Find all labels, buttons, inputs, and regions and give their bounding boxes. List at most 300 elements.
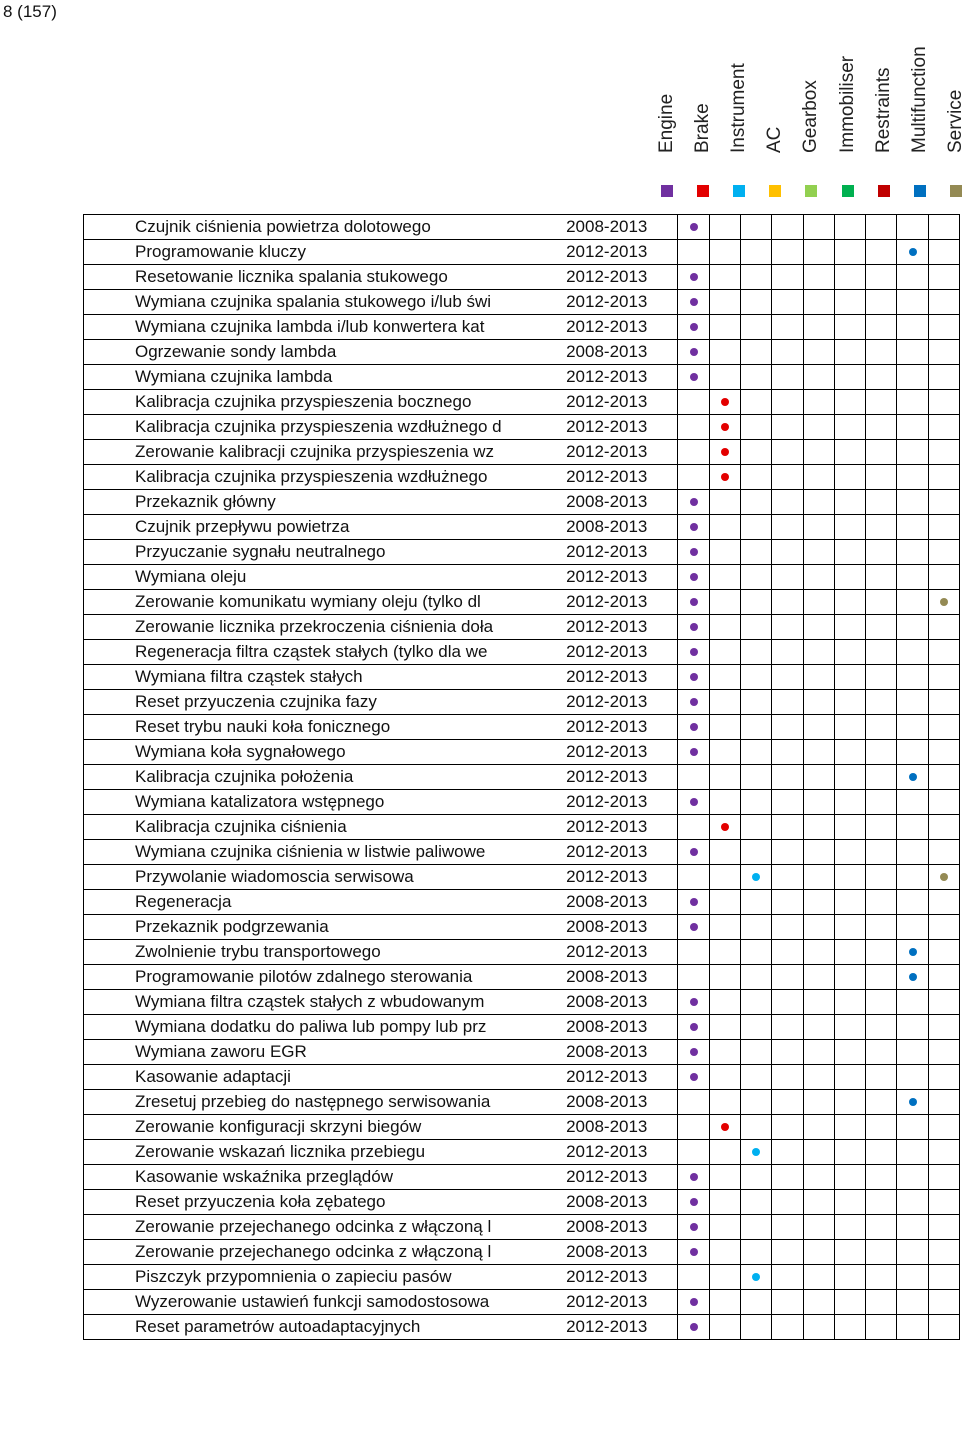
cell-engine: [678, 840, 709, 865]
cell-restraints: [866, 590, 897, 615]
cell-ac: [772, 840, 803, 865]
cell-ac: [772, 665, 803, 690]
table-row: [84, 540, 960, 565]
cell-brake: [709, 1315, 740, 1340]
function-name: Kalibracja czujnika przyspieszenia wzdłużnego: [135, 467, 488, 486]
cell-instrument: [740, 415, 771, 440]
cell-engine: [678, 415, 709, 440]
cell-gearbox: [803, 215, 834, 240]
table-row: [84, 390, 960, 415]
cell-instrument: [740, 965, 771, 990]
cell-multifunction: [897, 965, 928, 990]
year-range: 2012-2013: [566, 290, 678, 315]
cell-brake: [709, 290, 740, 315]
cell-instrument: [740, 290, 771, 315]
table-row: [84, 740, 960, 765]
support-dot: [690, 348, 698, 356]
cell-multifunction: [897, 365, 928, 390]
year-range: 2012-2013: [566, 690, 678, 715]
cell-ac: [772, 290, 803, 315]
year-range: 2008-2013: [566, 1015, 678, 1040]
year-range: 2012-2013: [566, 315, 678, 340]
cell-restraints: [866, 1090, 897, 1115]
cell-service: [928, 765, 959, 790]
cell-immobiliser: [834, 1115, 865, 1140]
cell-restraints: [866, 765, 897, 790]
cell-restraints: [866, 690, 897, 715]
cell-service: [928, 715, 959, 740]
cell-engine: [678, 1040, 709, 1065]
support-dot: [690, 1048, 698, 1056]
cell-service: [928, 1290, 959, 1315]
cell-ac: [772, 240, 803, 265]
table-row: [84, 990, 960, 1015]
cell-engine: [678, 1115, 709, 1140]
cell-multifunction: [897, 665, 928, 690]
cell-instrument: [740, 1040, 771, 1065]
year-range: 2012-2013: [566, 590, 678, 615]
function-name-cell: [84, 1290, 567, 1315]
cell-gearbox: [803, 440, 834, 465]
cell-gearbox: [803, 715, 834, 740]
legend-swatch: [697, 185, 709, 197]
column-label: Multifunction: [908, 46, 930, 153]
cell-gearbox: [803, 690, 834, 715]
cell-ac: [772, 415, 803, 440]
cell-instrument: [740, 565, 771, 590]
cell-multifunction: [897, 1190, 928, 1215]
table-row: [84, 240, 960, 265]
cell-ac: [772, 740, 803, 765]
function-name: Wymiana filtra cząstek stałych z wbudowanym: [135, 992, 485, 1011]
cell-instrument: [740, 865, 771, 890]
cell-engine: [678, 265, 709, 290]
cell-immobiliser: [834, 1090, 865, 1115]
cell-engine: [678, 540, 709, 565]
legend-swatch: [661, 185, 673, 197]
cell-immobiliser: [834, 290, 865, 315]
cell-gearbox: [803, 390, 834, 415]
cell-immobiliser: [834, 490, 865, 515]
year-range: 2012-2013: [566, 715, 678, 740]
cell-service: [928, 890, 959, 915]
cell-immobiliser: [834, 265, 865, 290]
cell-service: [928, 840, 959, 865]
table-row: [84, 315, 960, 340]
support-dot: [690, 273, 698, 281]
cell-restraints: [866, 665, 897, 690]
cell-restraints: [866, 1065, 897, 1090]
cell-gearbox: [803, 740, 834, 765]
cell-immobiliser: [834, 865, 865, 890]
cell-multifunction: [897, 1265, 928, 1290]
table-row: [84, 915, 960, 940]
year-range: 2012-2013: [566, 265, 678, 290]
function-name: Zerowanie wskazań licznika przebiegu: [135, 1142, 426, 1161]
cell-brake: [709, 915, 740, 940]
support-dot: [690, 1073, 698, 1081]
cell-instrument: [740, 265, 771, 290]
cell-service: [928, 815, 959, 840]
function-name: Czujnik ciśnienia powietrza dolotowego: [135, 217, 431, 236]
cell-engine: [678, 315, 709, 340]
cell-restraints: [866, 540, 897, 565]
cell-engine: [678, 815, 709, 840]
cell-engine: [678, 440, 709, 465]
cell-brake: [709, 1290, 740, 1315]
cell-gearbox: [803, 865, 834, 890]
cell-brake: [709, 690, 740, 715]
cell-gearbox: [803, 1115, 834, 1140]
cell-engine: [678, 965, 709, 990]
cell-engine: [678, 565, 709, 590]
table-row: [84, 565, 960, 590]
cell-brake: [709, 1015, 740, 1040]
cell-restraints: [866, 515, 897, 540]
cell-brake: [709, 965, 740, 990]
cell-brake: [709, 765, 740, 790]
cell-ac: [772, 1090, 803, 1115]
table-row: [84, 840, 960, 865]
cell-gearbox: [803, 990, 834, 1015]
cell-engine: [678, 790, 709, 815]
cell-immobiliser: [834, 715, 865, 740]
cell-restraints: [866, 840, 897, 865]
year-range: 2012-2013: [566, 615, 678, 640]
cell-instrument: [740, 790, 771, 815]
cell-restraints: [866, 240, 897, 265]
cell-ac: [772, 965, 803, 990]
cell-multifunction: [897, 290, 928, 315]
cell-instrument: [740, 990, 771, 1015]
function-name-cell: [84, 865, 567, 890]
cell-instrument: [740, 665, 771, 690]
support-dot: [690, 1198, 698, 1206]
column-label: Gearbox: [800, 80, 822, 153]
cell-brake: [709, 1240, 740, 1265]
function-name-cell: [84, 815, 567, 840]
cell-ac: [772, 940, 803, 965]
page-number: 8 (157): [3, 2, 57, 21]
year-range: 2012-2013: [566, 565, 678, 590]
cell-service: [928, 415, 959, 440]
cell-instrument: [740, 840, 771, 865]
cell-multifunction: [897, 265, 928, 290]
support-dot: [690, 798, 698, 806]
cell-engine: [678, 215, 709, 240]
cell-multifunction: [897, 1315, 928, 1340]
support-dot: [909, 973, 917, 981]
table-row: [84, 415, 960, 440]
cell-multifunction: [897, 515, 928, 540]
year-range: 2012-2013: [566, 365, 678, 390]
table-row: [84, 1315, 960, 1340]
table-row: [84, 790, 960, 815]
cell-gearbox: [803, 265, 834, 290]
cell-brake: [709, 1040, 740, 1065]
cell-gearbox: [803, 665, 834, 690]
cell-ac: [772, 615, 803, 640]
cell-restraints: [866, 815, 897, 840]
cell-multifunction: [897, 840, 928, 865]
cell-restraints: [866, 715, 897, 740]
function-name-cell: [84, 415, 567, 440]
cell-immobiliser: [834, 665, 865, 690]
function-name: Kalibracja czujnika przyspieszenia wzdłużnego d: [135, 417, 502, 436]
cell-instrument: [740, 1065, 771, 1090]
function-name: Regeneracja filtra cząstek stałych (tylko dla we: [135, 642, 488, 661]
cell-multifunction: [897, 415, 928, 440]
cell-engine: [678, 1290, 709, 1315]
function-name-cell: [84, 315, 567, 340]
cell-gearbox: [803, 1265, 834, 1290]
cell-service: [928, 1215, 959, 1240]
year-range: 2012-2013: [566, 1065, 678, 1090]
cell-ac: [772, 365, 803, 390]
cell-engine: [678, 665, 709, 690]
cell-ac: [772, 1315, 803, 1340]
function-name-cell: [84, 490, 567, 515]
support-dot: [690, 848, 698, 856]
support-dot: [909, 948, 917, 956]
support-dot: [721, 473, 729, 481]
function-name: Wymiana katalizatora wstępnego: [135, 792, 385, 811]
cell-gearbox: [803, 1315, 834, 1340]
support-dot: [690, 748, 698, 756]
cell-immobiliser: [834, 1165, 865, 1190]
cell-multifunction: [897, 440, 928, 465]
column-label: Immobiliser: [836, 55, 858, 153]
cell-brake: [709, 865, 740, 890]
cell-multifunction: [897, 490, 928, 515]
year-range: 2012-2013: [566, 865, 678, 890]
cell-instrument: [740, 540, 771, 565]
cell-engine: [678, 765, 709, 790]
cell-service: [928, 515, 959, 540]
cell-immobiliser: [834, 790, 865, 815]
function-name-cell: [84, 365, 567, 390]
support-dot: [752, 1148, 760, 1156]
function-name: Zresetuj przebieg do następnego serwisowania: [135, 1092, 491, 1111]
year-range: 2012-2013: [566, 415, 678, 440]
table-row: [84, 1215, 960, 1240]
year-range: 2008-2013: [566, 1115, 678, 1140]
cell-instrument: [740, 590, 771, 615]
cell-ac: [772, 590, 803, 615]
cell-restraints: [866, 890, 897, 915]
function-name-cell: [84, 640, 567, 665]
cell-brake: [709, 740, 740, 765]
legend-swatch: [805, 185, 817, 197]
function-name-cell: [84, 790, 567, 815]
cell-restraints: [866, 490, 897, 515]
cell-multifunction: [897, 390, 928, 415]
support-dot: [690, 323, 698, 331]
cell-engine: [678, 1140, 709, 1165]
cell-immobiliser: [834, 1015, 865, 1040]
cell-immobiliser: [834, 740, 865, 765]
table-row: [84, 1065, 960, 1090]
cell-ac: [772, 265, 803, 290]
function-name: Reset parametrów autoadaptacyjnych: [135, 1317, 421, 1336]
cell-gearbox: [803, 1215, 834, 1240]
cell-multifunction: [897, 640, 928, 665]
cell-instrument: [740, 1265, 771, 1290]
cell-ac: [772, 515, 803, 540]
cell-multifunction: [897, 590, 928, 615]
cell-brake: [709, 540, 740, 565]
column-header-engine: [649, 0, 685, 205]
cell-service: [928, 215, 959, 240]
function-name: Zerowanie licznika przekroczenia ciśnienia doła: [135, 617, 494, 636]
support-dot: [690, 548, 698, 556]
cell-brake: [709, 365, 740, 390]
function-name-cell: [84, 1265, 567, 1290]
cell-engine: [678, 915, 709, 940]
function-name-cell: [84, 1215, 567, 1240]
legend-swatch: [842, 185, 854, 197]
support-dot: [940, 873, 948, 881]
cell-engine: [678, 940, 709, 965]
table-row: [84, 590, 960, 615]
function-name-cell: [84, 1315, 567, 1340]
cell-restraints: [866, 315, 897, 340]
cell-immobiliser: [834, 440, 865, 465]
cell-restraints: [866, 1290, 897, 1315]
cell-ac: [772, 715, 803, 740]
year-range: 2008-2013: [566, 1090, 678, 1115]
cell-instrument: [740, 315, 771, 340]
function-name-cell: [84, 215, 567, 240]
cell-service: [928, 490, 959, 515]
function-name-cell: [84, 615, 567, 640]
cell-restraints: [866, 915, 897, 940]
table-row: [84, 290, 960, 315]
column-label: Restraints: [872, 67, 894, 153]
cell-service: [928, 690, 959, 715]
cell-restraints: [866, 1240, 897, 1265]
function-name-cell: [84, 1015, 567, 1040]
cell-immobiliser: [834, 365, 865, 390]
year-range: 2008-2013: [566, 890, 678, 915]
cell-instrument: [740, 1165, 771, 1190]
support-dot: [690, 373, 698, 381]
table-row: [84, 1240, 960, 1265]
cell-restraints: [866, 1165, 897, 1190]
legend-swatch: [914, 185, 926, 197]
cell-instrument: [740, 615, 771, 640]
cell-instrument: [740, 240, 771, 265]
cell-multifunction: [897, 790, 928, 815]
cell-engine: [678, 740, 709, 765]
cell-gearbox: [803, 965, 834, 990]
cell-immobiliser: [834, 515, 865, 540]
cell-instrument: [740, 390, 771, 415]
cell-engine: [678, 340, 709, 365]
table-row: [84, 515, 960, 540]
table-row: [84, 640, 960, 665]
table-row: [84, 715, 960, 740]
year-range: 2008-2013: [566, 215, 678, 240]
cell-gearbox: [803, 915, 834, 940]
column-header-ac: [757, 0, 793, 205]
cell-immobiliser: [834, 765, 865, 790]
table-row: [84, 940, 960, 965]
cell-restraints: [866, 640, 897, 665]
cell-multifunction: [897, 915, 928, 940]
cell-gearbox: [803, 840, 834, 865]
cell-multifunction: [897, 1065, 928, 1090]
function-name-cell: [84, 1165, 567, 1190]
cell-ac: [772, 1215, 803, 1240]
function-name: Piszczyk przypomnienia o zapieciu pasów: [135, 1267, 452, 1286]
support-dot: [690, 698, 698, 706]
year-range: 2008-2013: [566, 1215, 678, 1240]
cell-brake: [709, 1215, 740, 1240]
function-name: Programowanie kluczy: [135, 242, 307, 261]
cell-engine: [678, 1090, 709, 1115]
cell-ac: [772, 990, 803, 1015]
year-range: 2008-2013: [566, 915, 678, 940]
cell-gearbox: [803, 315, 834, 340]
cell-restraints: [866, 1140, 897, 1165]
cell-instrument: [740, 1240, 771, 1265]
year-range: 2012-2013: [566, 740, 678, 765]
table-row: [84, 890, 960, 915]
cell-brake: [709, 1165, 740, 1190]
function-name-cell: [84, 1090, 567, 1115]
cell-gearbox: [803, 1190, 834, 1215]
cell-restraints: [866, 565, 897, 590]
function-name-cell: [84, 240, 567, 265]
cell-multifunction: [897, 1115, 928, 1140]
cell-immobiliser: [834, 540, 865, 565]
cell-ac: [772, 390, 803, 415]
year-range: 2012-2013: [566, 1265, 678, 1290]
cell-service: [928, 990, 959, 1015]
year-range: 2012-2013: [566, 640, 678, 665]
function-name-cell: [84, 890, 567, 915]
cell-instrument: [740, 1315, 771, 1340]
table-row: [84, 1015, 960, 1040]
function-name-cell: [84, 1140, 567, 1165]
cell-instrument: [740, 1115, 771, 1140]
function-name-cell: [84, 1065, 567, 1090]
function-name: Kalibracja czujnika ciśnienia: [135, 817, 347, 836]
table-row: [84, 765, 960, 790]
function-name: Przyuczanie sygnału neutralnego: [135, 542, 386, 561]
cell-multifunction: [897, 990, 928, 1015]
function-name: Programowanie pilotów zdalnego sterowania: [135, 967, 473, 986]
cell-brake: [709, 340, 740, 365]
cell-gearbox: [803, 1240, 834, 1265]
function-name-cell: [84, 840, 567, 865]
cell-multifunction: [897, 215, 928, 240]
cell-engine: [678, 1065, 709, 1090]
cell-service: [928, 665, 959, 690]
cell-restraints: [866, 865, 897, 890]
support-dot: [752, 873, 760, 881]
cell-service: [928, 340, 959, 365]
cell-engine: [678, 490, 709, 515]
function-name: Reset przyuczenia koła zębatego: [135, 1192, 386, 1211]
column-label: Instrument: [728, 63, 750, 153]
cell-gearbox: [803, 340, 834, 365]
cell-immobiliser: [834, 590, 865, 615]
cell-brake: [709, 215, 740, 240]
cell-gearbox: [803, 940, 834, 965]
cell-gearbox: [803, 1065, 834, 1090]
